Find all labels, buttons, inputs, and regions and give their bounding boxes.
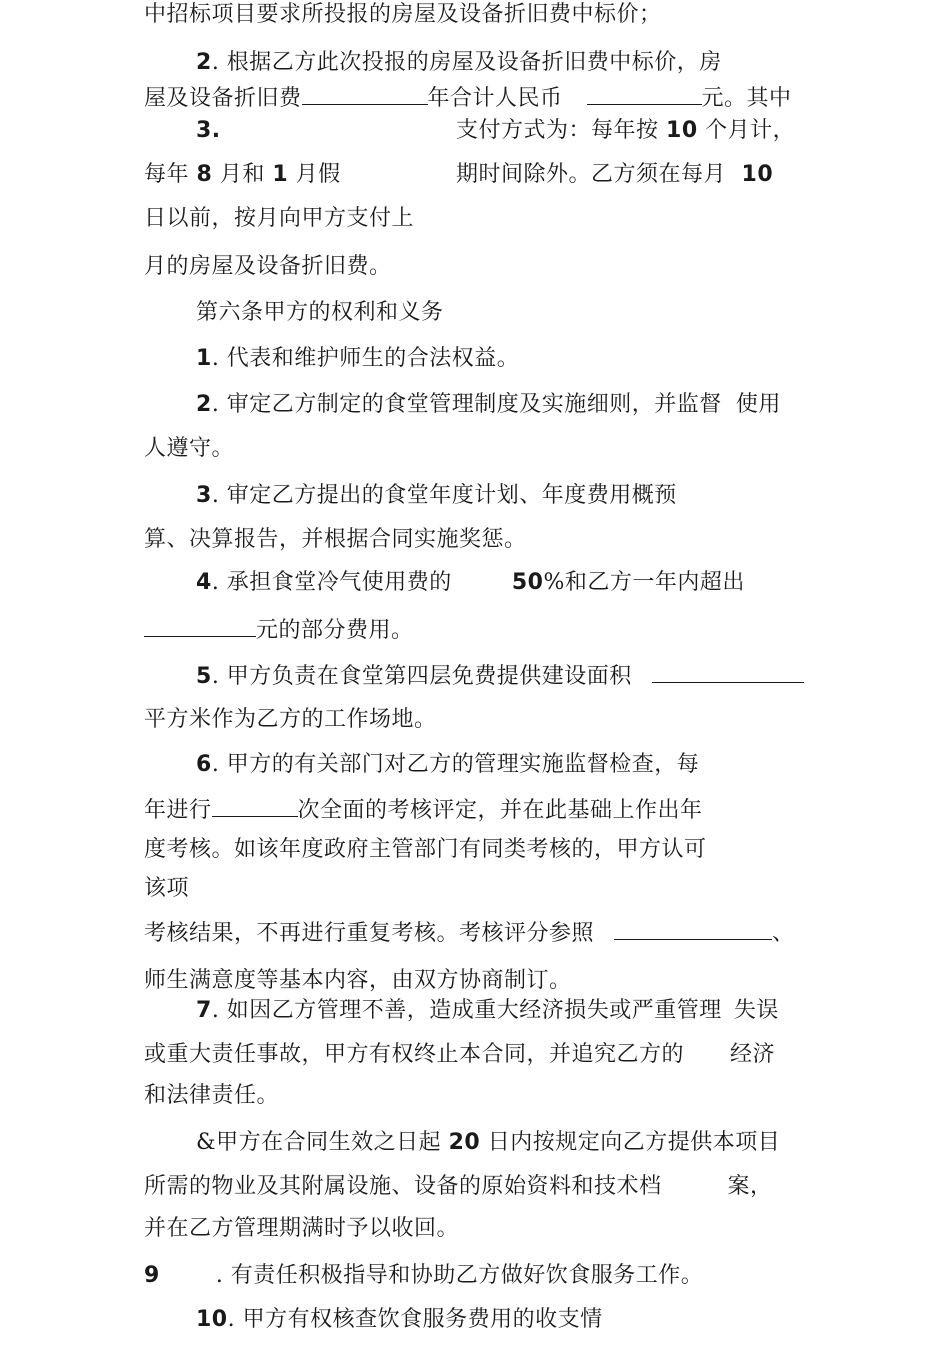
clause-number: 9	[144, 1263, 160, 1288]
text-segment: 月假	[295, 162, 341, 187]
clause-number: 2	[196, 50, 212, 75]
clause-text: . 甲方的有关部门对乙方的管理实施监督检查，每	[211, 752, 700, 777]
text-segment: 支付方式为：每年按	[456, 118, 659, 143]
clause-text: 使用	[735, 392, 781, 417]
number-value: 8	[196, 162, 213, 187]
text-line	[456, 116, 795, 146]
number-value: 50	[511, 570, 544, 595]
text-line: 和法律责任。	[144, 1083, 280, 1108]
clause-line	[196, 750, 699, 780]
number-value: 20	[448, 1130, 481, 1155]
text-segment: 屋及设备折旧费	[144, 86, 302, 111]
clause-line	[196, 1305, 603, 1335]
clause-line	[144, 1261, 703, 1291]
clause-line	[196, 1128, 780, 1158]
text-line	[144, 1040, 775, 1070]
clause-text: . 根据乙方此次投报的房屋及设备折旧费中标价，房	[211, 50, 722, 75]
text-line: 该项	[144, 876, 190, 901]
text-segment: 期时间除外。乙方须在每月	[456, 162, 727, 187]
text-line	[144, 82, 792, 114]
clause-text: . 有责任积极指导和协助乙方做好饮食服务工作。	[215, 1263, 704, 1288]
text-line	[144, 1172, 773, 1202]
clause-line	[196, 48, 722, 78]
fill-blank	[144, 614, 256, 637]
clause-number-text: 3.	[196, 118, 221, 143]
text-line: 中招标项目要求所投报的房屋及设备折旧费中标价；	[144, 2, 662, 27]
text-segment: 年合计人民币	[427, 86, 563, 111]
text-segment: 经济	[730, 1042, 776, 1067]
clause-text: . 审定乙方制定的食堂管理制度及实施细则，并监督	[211, 392, 722, 417]
text-line	[144, 614, 414, 646]
clause-number: 10	[196, 1307, 228, 1332]
number-value: 1	[272, 162, 289, 187]
clause-number: 3	[196, 483, 212, 508]
text-segment: 考核结果，不再进行重复考核。考核评分参照	[144, 921, 595, 946]
clause-number: 6	[196, 752, 212, 777]
text-segment: 所需的物业及其附属设施、设备的原始资料和技术档	[144, 1174, 662, 1199]
clause-number: 5	[196, 664, 212, 689]
text-line: 并在乙方管理期满时予以收回。	[144, 1216, 460, 1241]
number-value: 10	[741, 162, 774, 187]
clause-text: . 如因乙方管理不善，造成重大经济损失或严重管理	[211, 998, 722, 1023]
clause-number: 4	[196, 570, 212, 595]
text-segment: 、	[772, 921, 795, 946]
clause-text: . 审定乙方提出的食堂年度计划、年度费用概预	[211, 483, 677, 508]
text-line	[456, 160, 773, 190]
clause-text: . 甲方负责在食堂第四层免费提供建设面积	[211, 664, 632, 689]
text-segment: 次全面的考核评定，并在此基础上作出年	[297, 798, 703, 823]
text-line	[144, 794, 703, 826]
clause-line	[196, 996, 779, 1026]
number-value: 10	[666, 118, 698, 143]
clause-text: 失误	[733, 998, 779, 1023]
clause-number: 7	[196, 998, 212, 1023]
fill-blank	[302, 82, 428, 105]
clause-text: 日内按规定向乙方提供本项目	[487, 1130, 781, 1155]
text-line: 日以前，按月向甲方支付上	[144, 206, 415, 231]
text-segment: 或重大责任事故，甲方有权终止本合同，并追究乙方的	[144, 1042, 685, 1067]
clause-line	[196, 344, 519, 374]
clause-text: . 代表和维护师生的合法权益。	[211, 346, 520, 371]
clause-number	[196, 116, 221, 146]
fill-blank	[614, 917, 772, 940]
clause-number: 1	[196, 346, 212, 371]
clause-line	[196, 481, 677, 511]
fill-blank	[652, 660, 804, 683]
text-segment: 元。其中	[701, 86, 792, 111]
fill-blank	[587, 82, 702, 105]
clause-line	[196, 390, 781, 420]
clause-line	[196, 660, 804, 692]
clause-text: . 甲方有权核查饮食服务费用的收支情	[227, 1307, 603, 1332]
fill-blank	[212, 794, 298, 817]
text-segment: 个月计，	[705, 118, 796, 143]
text-line: 人遵守。	[144, 436, 235, 461]
text-line	[144, 917, 795, 949]
text-segment: 每年	[144, 162, 190, 187]
clause-number: 2	[196, 392, 212, 417]
clause-text: %和乙方一年内超出	[543, 570, 745, 595]
text-segment: 元的部分费用。	[256, 618, 414, 643]
text-line: 月的房屋及设备折旧费。	[144, 254, 392, 279]
clause-text: . 承担食堂冷气使用费的	[211, 570, 452, 595]
text-segment: 案，	[727, 1174, 773, 1199]
text-line: 平方米作为乙方的工作场地。	[144, 707, 437, 732]
text-segment: 年进行	[144, 798, 212, 823]
text-segment: 月和	[219, 162, 265, 187]
text-line: 算、决算报告，并根据合同实施奖惩。	[144, 527, 527, 552]
text-line	[144, 160, 341, 190]
clause-line	[196, 568, 745, 598]
text-line: 师生满意度等基本内容，由双方协商制订。	[144, 968, 572, 993]
text-line: 度考核。如该年度政府主管部门有同类考核的，甲方认可	[144, 837, 707, 862]
section-heading: 第六条甲方的权利和义务	[196, 300, 444, 325]
clause-text: &甲方在合同生效之日起	[196, 1130, 442, 1155]
